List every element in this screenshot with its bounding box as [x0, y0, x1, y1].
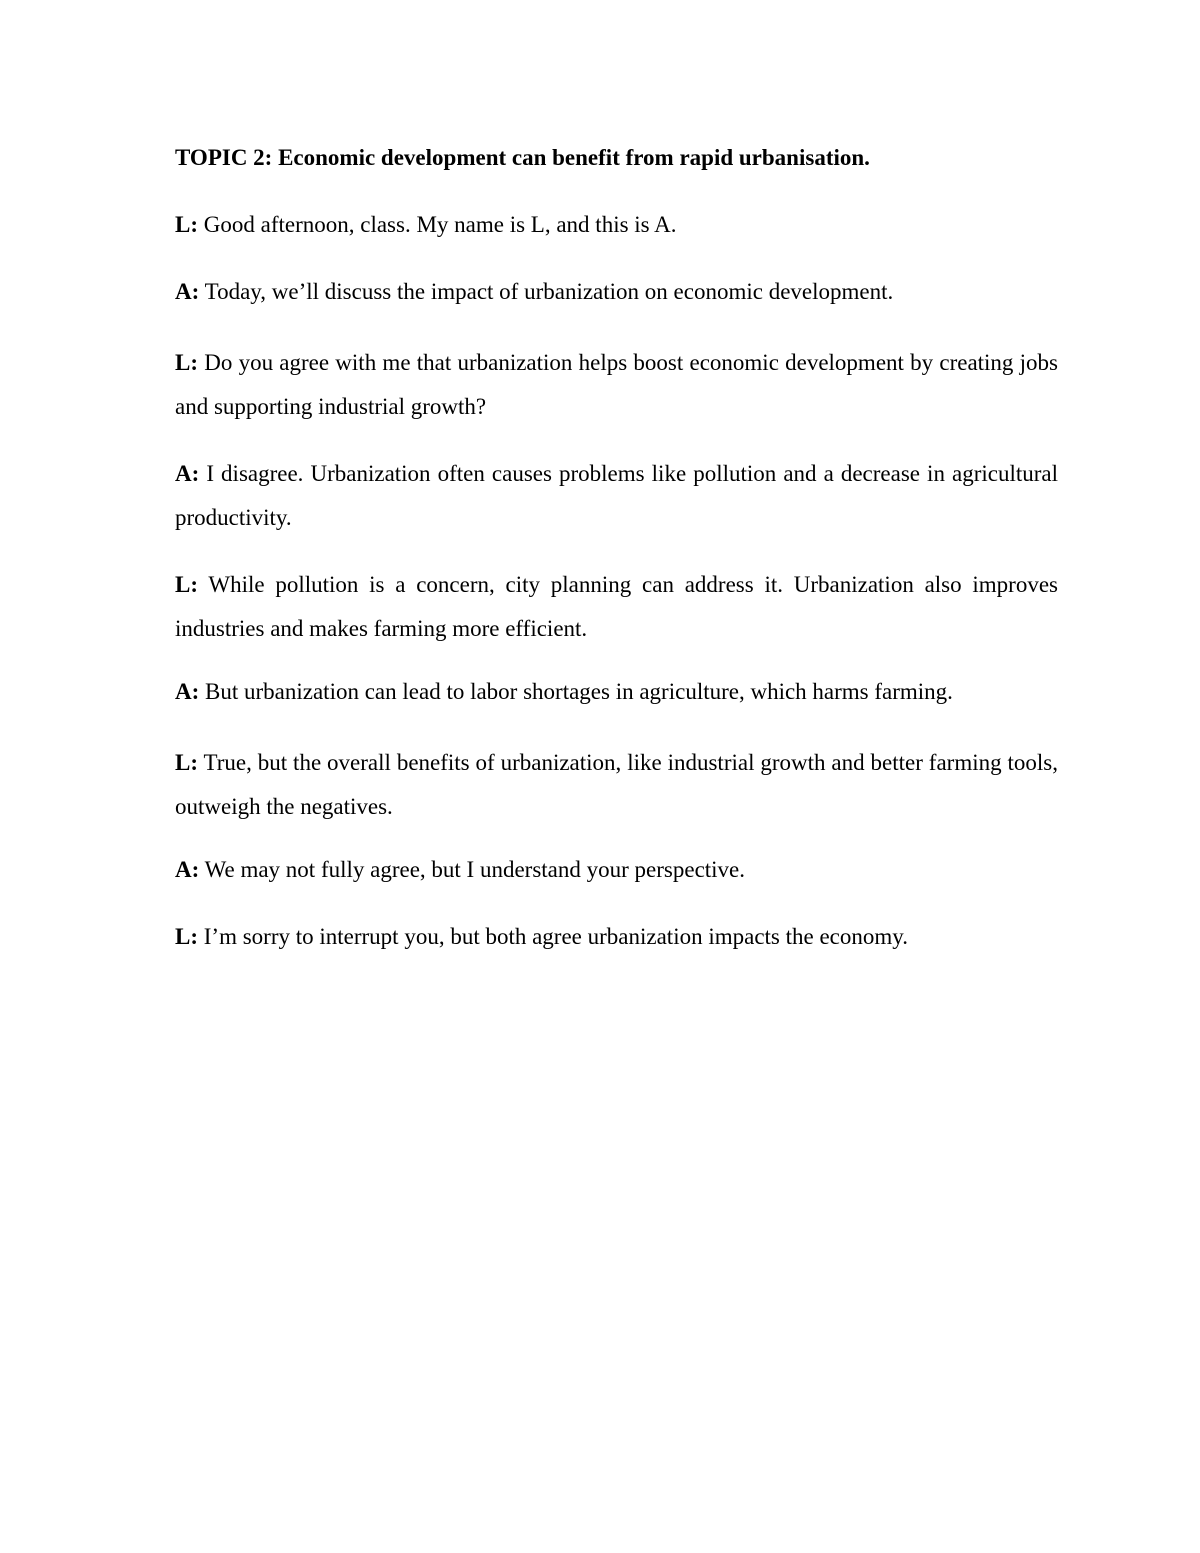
speaker-label: A: [175, 857, 200, 882]
document-body [175, 140, 1058, 986]
dialogue-text: While pollution is a concern, city planning can address it. Urbanization also improves industries and makes farming more efficient. [175, 572, 1058, 641]
speaker-label: L: [175, 350, 198, 375]
dialogue-turn [175, 852, 1058, 888]
dialogue-turn [175, 674, 1058, 710]
speaker-label: L: [175, 212, 198, 237]
dialogue-turn [175, 341, 1058, 429]
speaker-label: A: [175, 461, 200, 486]
speaker-label: A: [175, 679, 200, 704]
dialogue-text: Good afternoon, class. My name is L, and this is A. [203, 212, 677, 237]
dialogue-turn [175, 452, 1058, 540]
dialogue-text: I disagree. Urbanization often causes problems like pollution and a decrease in agricultural productivity. [175, 461, 1059, 530]
dialogue-text: Today, we’ll discuss the impact of urbanization on economic development. [204, 279, 894, 304]
dialogue-text: Do you agree with me that urbanization helps boost economic development by creating jobs and supporting industrial growth? [175, 350, 1059, 419]
dialogue-text: We may not fully agree, but I understand your perspective. [204, 857, 746, 882]
dialogue-turn [175, 741, 1058, 829]
topic-heading: TOPIC 2: Economic development can benefit from rapid urbanisation. [175, 145, 870, 170]
dialogue-turn [175, 563, 1058, 651]
dialogue-turn [175, 274, 1058, 310]
speaker-label: L: [175, 750, 198, 775]
dialogue-text: I’m sorry to interrupt you, but both agree urbanization impacts the economy. [203, 924, 909, 949]
speaker-label: L: [175, 572, 198, 597]
speaker-label: A: [175, 279, 200, 304]
dialogue-text: But urbanization can lead to labor shortages in agriculture, which harms farming. [205, 679, 953, 704]
dialogue-turn [175, 919, 1058, 955]
dialogue-turn [175, 207, 1058, 243]
dialogue-text: True, but the overall benefits of urbanization, like industrial growth and better farming tools, outweigh the negatives. [175, 750, 1058, 819]
speaker-label: L: [175, 924, 198, 949]
